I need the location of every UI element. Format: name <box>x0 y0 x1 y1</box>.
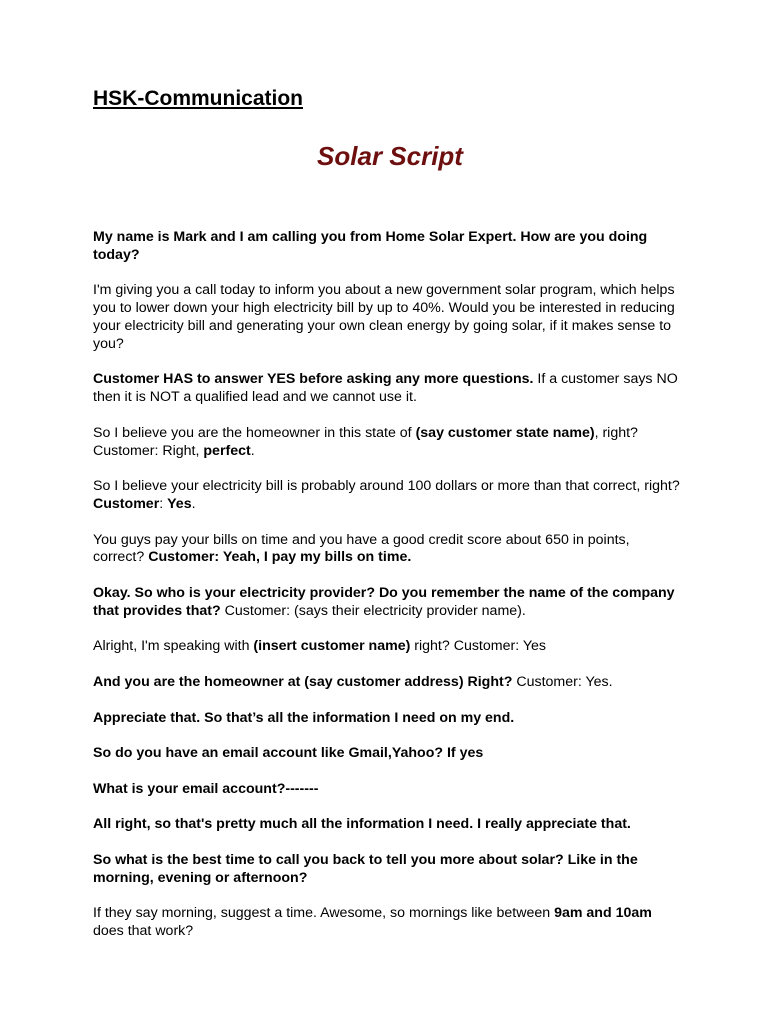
script-paragraph <box>93 425 683 461</box>
bold-text-run: perfect <box>203 442 251 459</box>
script-paragraph <box>93 710 683 728</box>
script-paragraph <box>93 905 683 941</box>
text-run: So I believe you are the homeowner in this state of <box>93 424 416 441</box>
script-paragraph <box>93 282 683 353</box>
document-header: HSK-Communication <box>93 87 303 110</box>
text-run: I'm giving you a call today to inform you about a new government solar program, which helps you to lower down your high electricity bill by up to 40%. Would you be interested in reducing your electricity bill and generating your own clean energy by going solar, if it makes sense to you? <box>93 282 675 352</box>
bold-text-run: Yes <box>167 495 192 512</box>
bold-text-run: Customer <box>93 495 160 512</box>
bold-text-run: So what is the best time to call you back to tell you more about solar? Like in the morning, evening or afternoon? <box>93 851 638 886</box>
bold-text-run: (say customer state name) <box>415 424 595 441</box>
script-paragraph <box>93 852 683 888</box>
script-paragraph <box>93 745 683 763</box>
text-run: Alright, I'm speaking with <box>93 638 254 655</box>
text-run: . <box>250 442 255 459</box>
text-run: If a customer says NO then it is NOT a qualified lead and we cannot use it. <box>93 371 678 406</box>
bold-text-run: (insert customer name) <box>253 638 411 655</box>
bold-text-run: What is your email account?------- <box>93 780 319 797</box>
bold-text-run: Customer HAS to answer YES before asking any more questions. <box>93 371 534 388</box>
text-run: does that work? <box>93 923 194 940</box>
text-run: You guys pay your bills on time and you have a good credit score about 650 in points, correct? <box>93 531 630 566</box>
text-run: If they say morning, suggest a time. Awesome, so mornings like between <box>93 905 555 922</box>
script-paragraph <box>93 585 683 621</box>
bold-text-run: Appreciate that. So that’s all the information I need on my end. <box>93 709 515 726</box>
script-paragraph <box>93 674 683 692</box>
text-run: Customer: Yes. <box>512 673 613 690</box>
bold-text-run: And you are the homeowner at (say customer address) Right? <box>93 673 513 690</box>
script-paragraph <box>93 638 683 656</box>
document-title: Solar Script <box>317 141 463 171</box>
script-paragraph <box>93 532 683 568</box>
script-paragraph <box>93 371 683 407</box>
bold-text-run: So do you have an email account like Gmail,Yahoo? If yes <box>93 745 484 762</box>
text-run: . <box>191 495 196 512</box>
text-run: right? Customer: Yes <box>410 638 546 655</box>
script-paragraph <box>93 478 683 514</box>
script-paragraph <box>93 229 683 265</box>
text-run: So I believe your electricity bill is probably around 100 dollars or more than that correct, right? <box>93 478 680 495</box>
script-paragraph <box>93 781 683 799</box>
bold-text-run: 9am and 10am <box>554 905 652 922</box>
text-run: , right? Customer: Right, <box>93 424 638 459</box>
bold-text-run: Customer: Yeah, I pay my bills on time. <box>148 549 412 566</box>
document-body <box>93 229 683 959</box>
bold-text-run: My name is Mark and I am calling you from Home Solar Expert. How are you doing today? <box>93 229 648 263</box>
bold-text-run: All right, so that's pretty much all the information I need. I really appreciate that. <box>93 816 631 833</box>
bold-text-run: Okay. So who is your electricity provider? Do you remember the name of the company that provides that? <box>93 584 675 619</box>
text-run: Customer: (says their electricity provider name). <box>220 602 526 619</box>
script-paragraph <box>93 816 683 834</box>
text-run: : <box>159 495 168 512</box>
